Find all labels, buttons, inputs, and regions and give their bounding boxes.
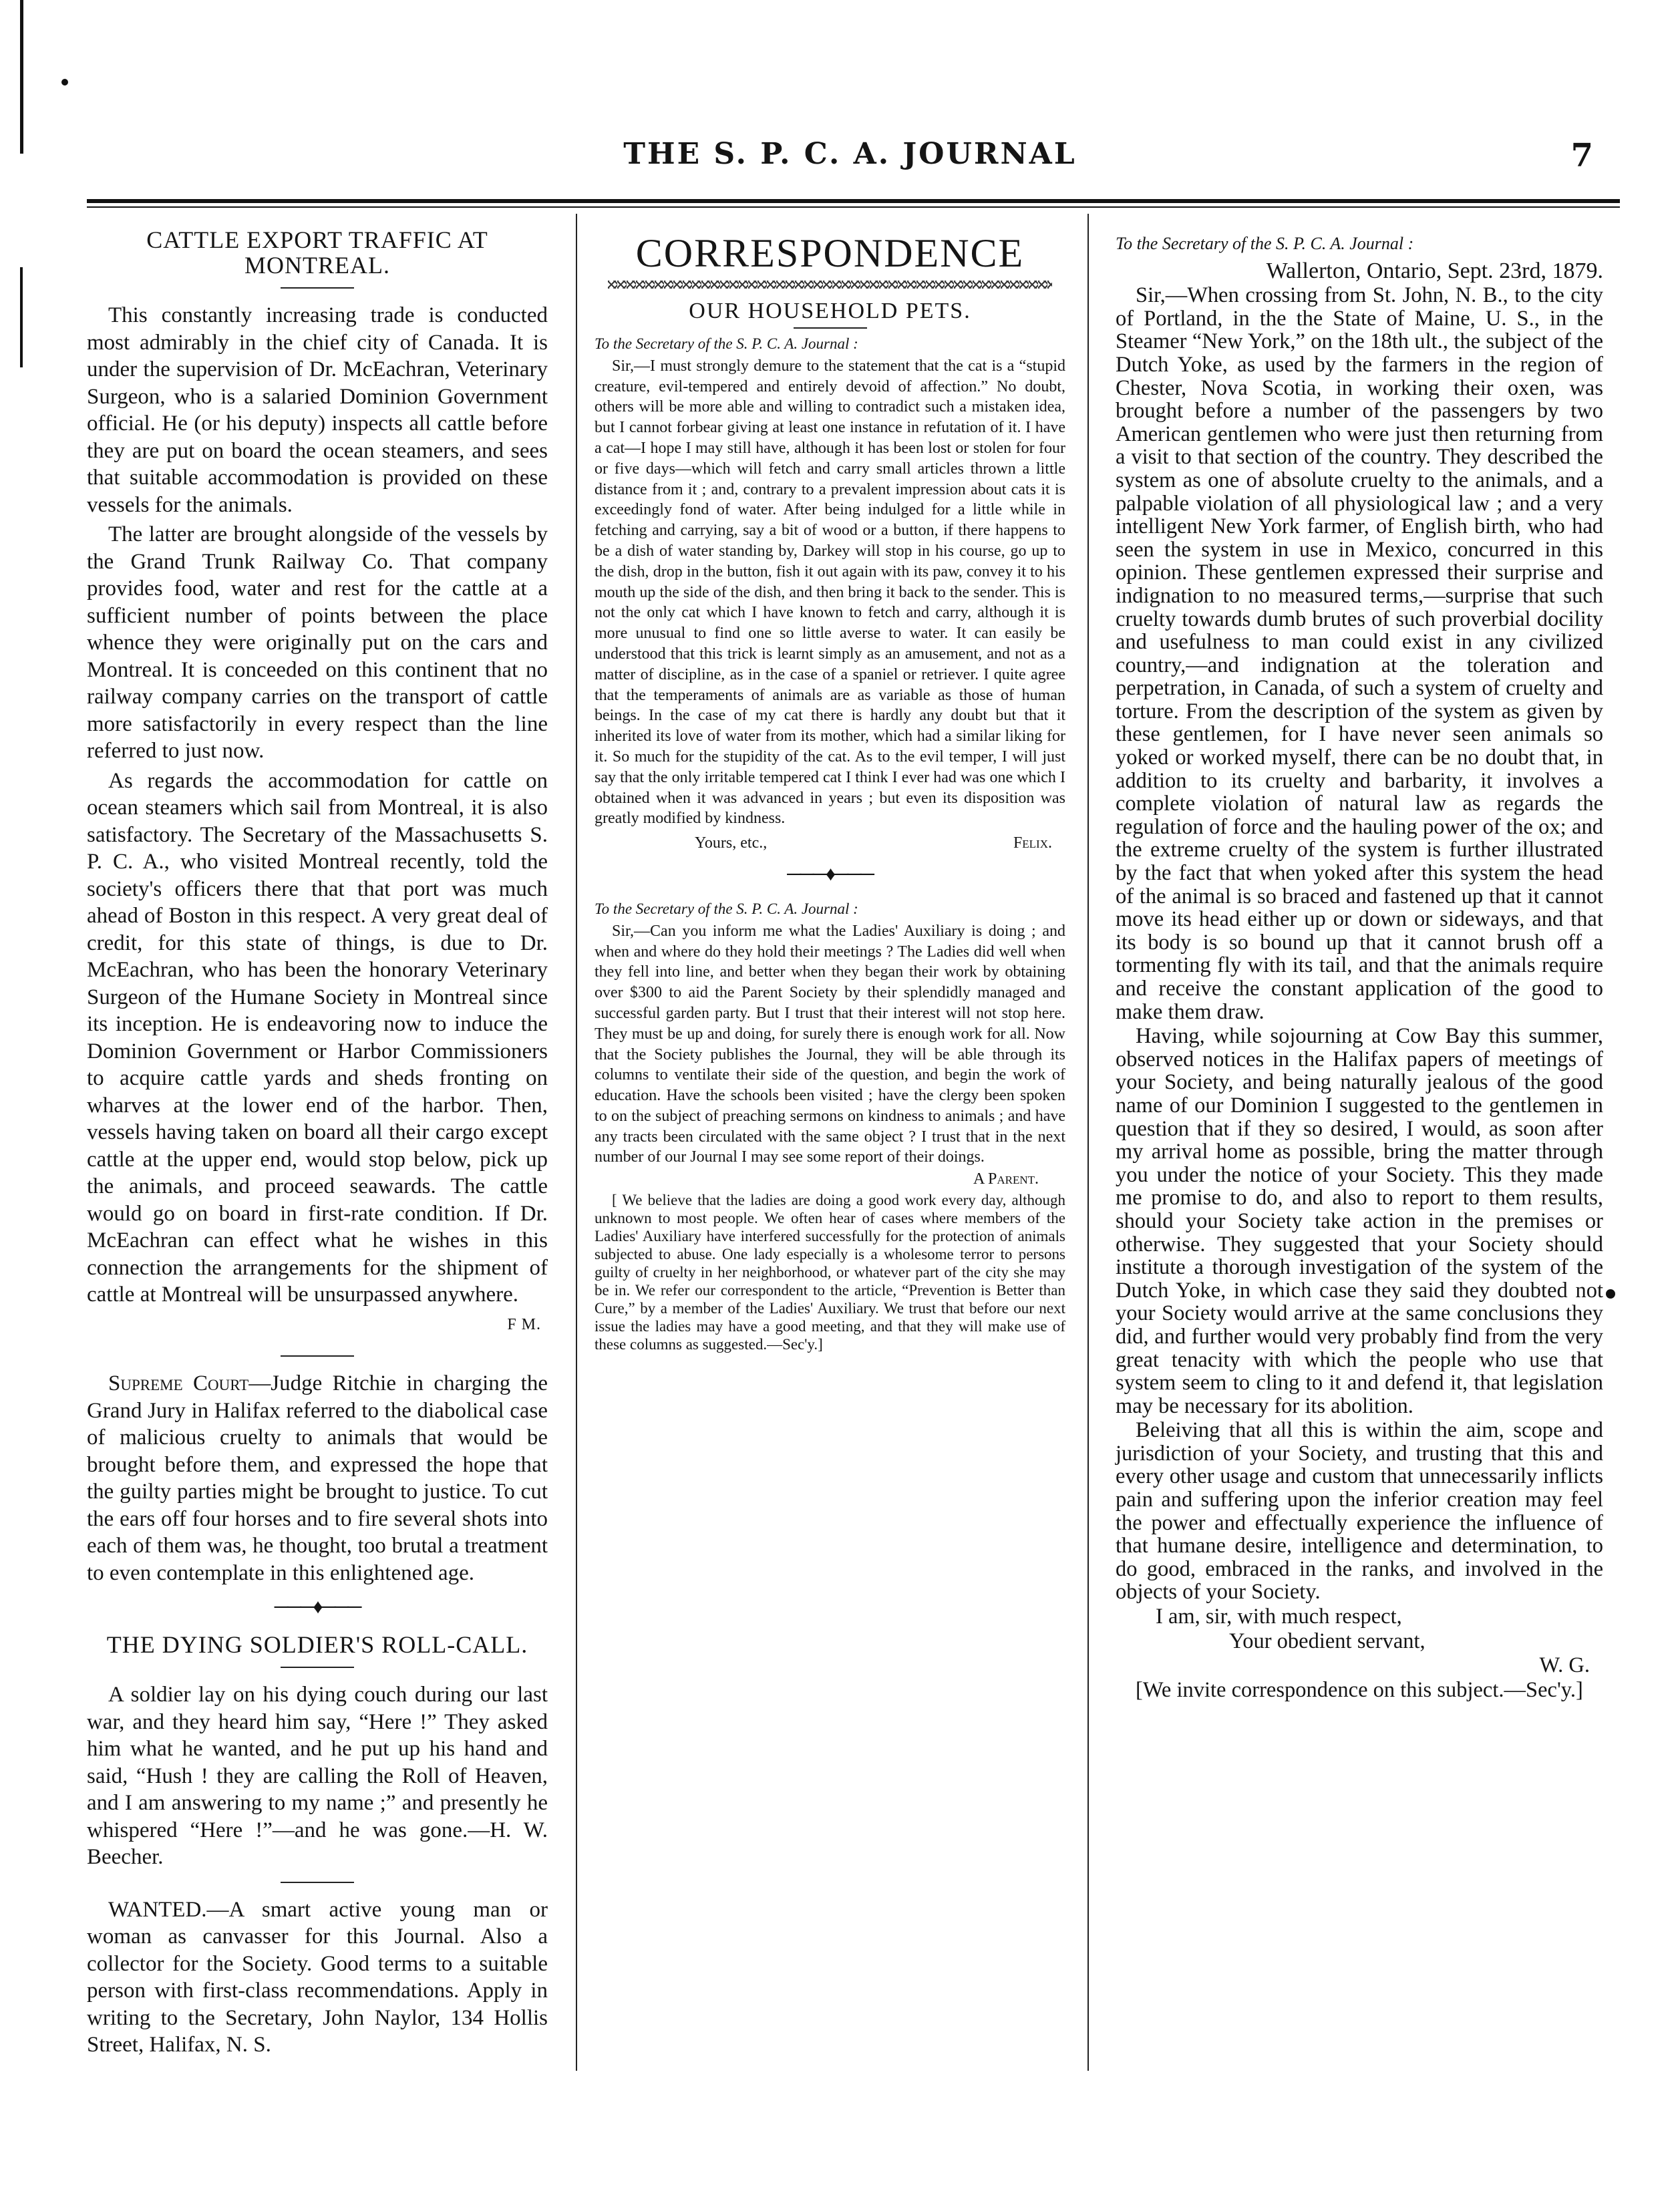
letter-closing: I am, sir, with much respect, [1156, 1605, 1402, 1629]
signature-name: Felix. [1013, 834, 1052, 852]
signature-name: W. G. [1539, 1653, 1590, 1678]
masthead-rule-thin [87, 206, 1620, 208]
letter-closing: Yours, etc., [695, 834, 768, 852]
scan-speck [61, 79, 68, 86]
editor-note: [ We believe that the ladies are doing a good work every day, although unknown to most people. We often hear of cases where members of the Ladies' Auxiliary have interfered successfully for the protection of animals subjected to abuse. One lady especially is a wholesome terror to persons guilty of cruelty in her neighborhood, or whatever part of the city she may be in. We refer our correspondent to the article, “Prevention is Better than Cure,” by a member of the Ladies' Auxiliary. We trust that before our next issue the ladies may have a good meeting, and that they will make use of these columns as suggested.—Sec'y.] [595, 1192, 1065, 1353]
letter-paragraph: Having, while sojourning at Cow Bay this summer, observed notices in the Halifax papers of meetings of your Society, and being naturally jealous of the good name of our Dominion I suggested to the gentlemen in question that if they so desired, I would, as soon after my arrival home as possible, bring the matter through you under the notice of your Society. This they made me promise to do, and also to report to them results, should your Society take action in the premises or otherwise. They suggested that your Society should institute a thorough investigation of the system of the Dutch Yoke, in which case they said they doubted not your Society would arrive at the same conclusions they did, and further would very probably find from the very great tenacity with which the people who use that system seem to cling to it and defend it, that legislation may be necessary for its abolition. [1116, 1024, 1603, 1418]
ornament-divider: ───♦─── [787, 862, 873, 885]
article-heading-cattle: CATTLE EXPORT TRAFFIC AT MONTREAL. [146, 226, 488, 279]
heading-rule [281, 1667, 354, 1668]
masthead-rule [87, 199, 1620, 203]
scan-speck [1606, 1289, 1615, 1299]
letter-paragraph: Sir,—I must strongly demure to the statement that the cat is a “stupid creature, evil-tempered and entirely devoid of affection.” No doubt, others will be more able and willing to contradict such a mistaken idea, but I cannot forbear giving at least one instance in refutation of it. I have a cat—I hope I may still have, although it has been lost or stolen for four or five days—which will fetch and carry small articles thrown a little distance from it ; and, contrary to a prevalent impression about cats it is exceedingly fond of water. After being indulged for a little while in fetching and carrying, say a bit of wood or a button, if there happens to be a dish of water standing by, Darkey will stop in his course, go up to the dish, drop in the button, fish it out again with its paw, convey it to his mouth up the side of the dish, and then bring it back to the sender. This is not the only cat which I have known to fetch and carry, although it is more unusual to find one so little averse to water. It can easily be understood that this trick is learnt simply as an amusement, and not as a matter of discipline, as in the case of a spaniel or retriever. I quite agree that the temperaments of animals are as variable as those of human beings. In the case of my cat there is hardly any doubt but that it inherited its love of water from its mother, which had a similar liking for it. So much for the stupidity of the cat. As to the evil temper, I will just say that the only irritable tempered cat I think I ever had was one which I obtained when it was advanced in years ; but even its disposition was greatly modified by kindness. [595, 357, 1065, 828]
column-divider [1087, 214, 1089, 2071]
column-middle [595, 227, 1065, 1355]
heading-rule [794, 327, 867, 329]
dateline: Wallerton, Ontario, Sept. 23rd, 1879. [1266, 258, 1603, 283]
article-paragraph: The latter are brought alongside of the vessels by the Grand Trunk Railway Co. That company provides food, water and rest for the cattle at a sufficient number of points between the place whence they were originally put on the cars and Montreal. It is conceeded on this continent that no railway company carries on the transport of cattle more satisfactorily in every respect than the line referred to just now. [87, 522, 548, 763]
article-paragraph: This constantly increasing trade is conducted most admirably in the chief city of Canada. It is under the supervision of Dr. McEachran, Veterinary Surgeon, who is a salaried Dominion Government official. He (or his deputy) inspects all cattle before they are put on board the ocean steamers, and sees that suitable accommodation is provided on these vessels for the animals. [87, 303, 548, 517]
article-paragraph: As regards the accommodation for cattle on ocean steamers which sail from Montreal, it is also satisfactory. The Secretary of the Massachusetts S. P. C. A., who visited Montreal recently, told the society's officers there that that port was much ahead of Boston in this respect. A very great deal of credit, for this state of things, is due to Dr. McEachran, who has been the honorary Veterinary Surgeon of the Humane Society in Montreal since its inception. He is endeavoring now to induce the Dominion Government or Harbor Commissioners to acquire cattle yards and sheds fronting on wharves at the lower end of the harbor. Then, vessels having taken on board all their cargo except cattle at the upper end, would stop below, pick up the animals, and proceed seawards. The cattle would go on board in first-rate condition. If Dr. McEachran can effect what he wishes in this connection the arrangements for the shipment of cattle at Montreal will be unsurpassed anywhere. [87, 768, 548, 1307]
letter-signature [595, 833, 1065, 854]
column-divider [576, 214, 577, 2071]
wavy-rule [608, 281, 1052, 289]
section-rule [281, 1355, 354, 1357]
section-title: CORRESPONDENCE [635, 231, 1025, 275]
paragraph-lead: Supreme Court [108, 1371, 249, 1395]
author-initials: F M. [507, 1315, 541, 1333]
paragraph-text: —Judge Ritchie in charging the Grand Jury in Halifax referred to the diabolical case of malicious cruelty to animals that would be brought before them, and expressed the hope that the guilty parties might be brought to justice. To cut the ears off four horses and to fire several shots into each of them was, he thought, too brutal a treatment to even contemplate in this enlightened age. [87, 1371, 548, 1585]
letter-paragraph: Sir,—When crossing from St. John, N. B., to the city of Portland, in the the State of Maine, U. S., in the Steamer “New York,” on the 18th ult., the subject of the Dutch Yoke, as used by the farmers in the region of Chester, Nova Scotia, in working their oxen, was brought before a number of the passengers by two American gentlemen who were just then returning from a visit to that section of the country. They described the system as one of absolute cruelty to the animals, and a palpable violation of all physiological law ; and a very intelligent New York farmer, of English birth, who had seen the system in use in Mexico, concurred in this opinion. These gentlemen expressed their surprise and indignation to no measured terms,—surprise that such cruelty towards dumb brutes of such proverbial docility and usefulness to man could exist in any civilized country,—and indignation at the toleration and perpetration, in Canada, of such a system of cruelty and torture. From the description of the system as given by these gentlemen, for I have never seen animals so yoked or worked myself, there can be no doubt that, in addition to its cruelty and barbarity, it involves a complete violation of natural law as regards the regulation of force and the hauling power of the ox; and the extreme cruelty of the system is further illustrated by the fact that when yoked after this system the head of the animal is so braced and fastened up that it cannot move its head either up or down or sideways, and that its body is so bound up that it cannot brush off a tormenting fly with its tail, and that the animals require and receive the constant application of the good to make them draw. [1116, 283, 1603, 1024]
column-left [87, 227, 548, 2061]
signature-name: A Parent. [973, 1170, 1039, 1188]
letter-closing-2: Your obedient servant, [1229, 1629, 1425, 1653]
salutation: To the Secretary of the S. P. C. A. Journal : [1116, 234, 1414, 253]
article-heading-pets: OUR HOUSEHOLD PETS. [689, 299, 971, 323]
letter-paragraph: Beleiving that all this is within the aim, scope and jurisdiction of your Society, and trusting that this and every other usage and custom that unnecessarily inflicts pain and suffering upon the inferior creation may feel the power and effectually experience the influence of that humane desire, intelligence and determination, to do good, embraced in the ranks, and involved in the objects of your Society. [1116, 1418, 1603, 1605]
section-rule [281, 1882, 354, 1883]
article-paragraph: WANTED.—A smart active young man or woman as canvasser for this Journal. Also a collector for the Society. Good terms to a suitable person with first-class recommendations. Apply in writing to the Secretary, John Naylor, 134 Hollis Street, Halifax, N. S. [87, 1897, 548, 2057]
heading-rule [281, 287, 354, 289]
column-right [1116, 227, 1603, 1703]
scan-edge-mark [20, 0, 23, 154]
article-paragraph: A soldier lay on his dying couch during our last war, and they heard him say, “Here !” They asked him what he wanted, and he put up his hand and said, “Hush ! they are calling the Roll of Heaven, and I am answering to my name ;” and presently he whispered “Here !”—and he was gone.—H. W. Beecher. [87, 1683, 548, 1869]
letter-paragraph: Sir,—Can you inform me what the Ladies' Auxiliary is doing ; and when and where do they hold their meetings ? The Ladies did well when they fell into line, and better when they began their work by obtaining over $300 to aid the Parent Society by their splendidly managed and successful garden party. But I trust that their interest will not stop here. They must be up and doing, for surely there is enough work for all. Now that the Society publishes the Journal, they will be able through its columns to ventilate their side of the question, and begin the work of education. Have the schools been visited ; have the clergy been spoken to on the subject of preaching sermons on kindness to animals ; and have any tracts been circulated with the same object ? I trust that in the next number of our Journal I may see some report of their doings. [595, 922, 1065, 1166]
editor-note: [We invite correspondence on this subject.—Sec'y.] [1136, 1677, 1583, 1702]
ornament-divider: ───♦─── [274, 1596, 361, 1618]
page-number: 7 [1570, 137, 1593, 174]
scan-edge-mark [20, 267, 23, 367]
journal-title: THE S. P. C. A. JOURNAL [623, 137, 1077, 171]
masthead [87, 137, 1613, 184]
article-heading-soldier: THE DYING SOLDIER'S ROLL-CALL. [106, 1631, 528, 1658]
salutation: To the Secretary of the S. P. C. A. Journal : [595, 900, 858, 917]
salutation: To the Secretary of the S. P. C. A. Journal : [595, 335, 858, 352]
article-paragraph [87, 1370, 548, 1586]
